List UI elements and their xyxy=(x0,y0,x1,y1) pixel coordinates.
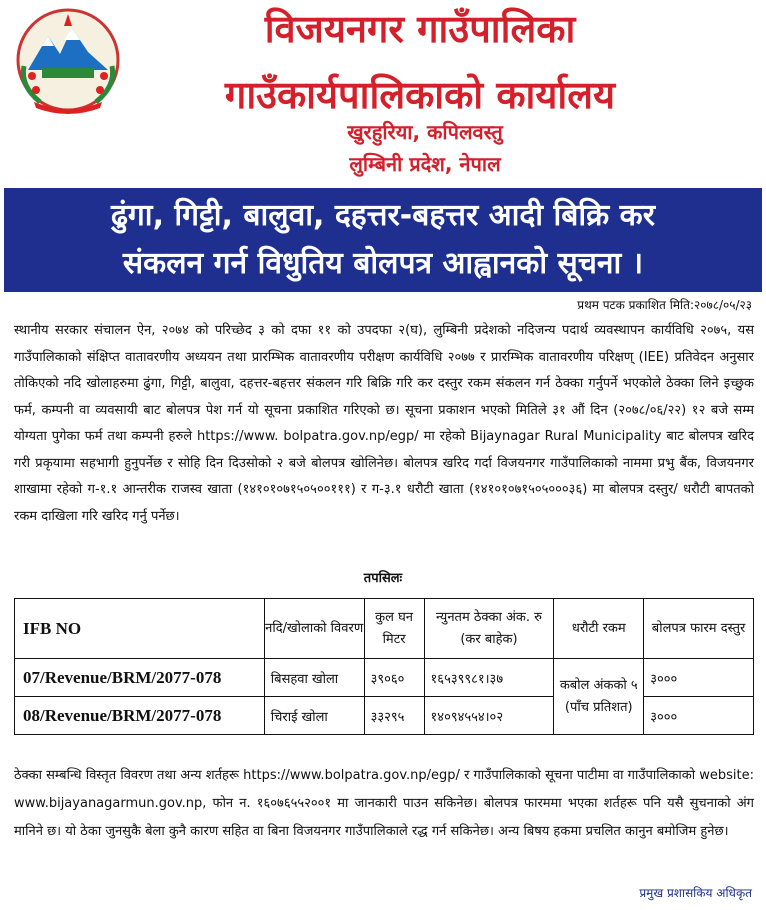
banner-title-line2: संकलन गर्न विधुतिय बोलपत्र आह्वानको सूचना । xyxy=(122,246,644,281)
published-date: प्रथम पटक प्रकाशित मिति:२०७८/०५/२३ xyxy=(577,298,752,312)
ifb-number: 07/Revenue/BRM/2077-078 xyxy=(15,659,265,697)
header-deposit: धरौटी रकम xyxy=(554,599,644,659)
notice-body: स्थानीय सरकार संचालन ऐन, २०७४ को परिच्छेद ३ को दफा ११ को उपदफा २(घ), लुम्बिनी प्रदेशको नदिजन्य पदार्थ व्यवस्थापन कार्यविधि २०७५, यस गाउँपालिकाको संक्षिप्त वातावरणीय अध्ययन तथा प्रारम्भिक वातावरणीय परीक्षण कार्यविधि २०७७ र प्रारम्भिक वातावरणीय परिक्षण् (IEE) प्रतिवेदन अनुसार तोकिएको नदि खोलाहरुमा ढुंगा, गिट्टी, बालुवा, दहत्तर-बहत्तर संकलन गरि बिक्रि गरि कर दस्तुर रकम संकलन गर्न ठेक्का गर्नुपर्ने भएकोले ठेक्का लिने इच्छुक फर्म, कम्पनी वा व्यवसायी बाट बोलपत्र पेश गर्न यो सूचना प्रकाशित गरिएको छ। सूचना प्रकाशन भएको मितिले ३१ औं दिन (२०७८/०६/२२) १२ बजे सम्म योग्यता पुगेका फर्म तथा कम्पनी हरुले https://www. bolpatra.gov.np/egp/ मा रहेको Bijaynagar Rural Municipality बाट बोलपत्र खरिद गरी प्रकृयामा सहभागी हुनुपर्नेछ र सोहि दिन दिउसोको २ बजे बोलपत्र खोलिनेछ। बोलपत्र खरिद गर्दा विजयनगर गाउँपालिकाको नाममा प्रभु बैंक, विजयनगर शाखामा रहेको ग-१.१ आन्तरीक राजस्व खाता (१४१०१०७१५०५००१११) र ग-३.१ धरौटी खाता (१४१०१०७१५०५०००३६) मा बोलपत्र दस्तुर/ धरौटी बापतको रकम दाखिला गरि खरिद गर्नु पर्नेछ। xyxy=(14,323,754,524)
nepal-emblem-icon xyxy=(12,6,124,114)
organization-name: विजयनगर गाउँपालिका xyxy=(264,7,576,51)
office-name: गाउँकार्यपालिकाको कार्यालय xyxy=(224,73,616,117)
notice-footer: ठेक्का सम्बन्धि विस्तृत विवरण तथा अन्य शर्तहरू https://www.bolpatra.gov.np/egp/ र गाउँपालिकाको सूचना पाटीमा वा गाउँपालिकाको website: www.bijayanagarmun.gov.np, फोन न. १६०७६५५२००१ मा जानकारी पाउन सकिनेछ। बोलपत्र फारममा भएका शर्तहरू पनि यसै सुचनाको अंग मानिने छ। यो ठेका जुनसुकै बेला कुनै कारण सहित वा बिना विजयनगर गाउँपालिकाले रद्ध गर्न सकिनेछ। अन्य बिषय हकमा प्रचलित कानुन बमोजिम हुनेछ। xyxy=(14,768,754,839)
address-line1: खुरहुरिया, कपिलवस्तु xyxy=(347,120,503,144)
table-row xyxy=(15,659,754,697)
notice-header xyxy=(0,0,766,185)
ifb-table xyxy=(14,598,754,735)
header-volume: कुल घन मिटर xyxy=(364,599,424,659)
ifb-number: 08/Revenue/BRM/2077-078 xyxy=(15,697,265,735)
address-line2: लुम्बिनी प्रदेश, नेपाल xyxy=(349,152,501,176)
river-name: बिसहवा खोला xyxy=(264,659,364,697)
header-min-amount: न्युनतम ठेक्का अंक. रु (कर बाहेक) xyxy=(424,599,554,659)
form-fee: ३००० xyxy=(644,697,754,735)
river-name: चिराई खोला xyxy=(264,697,364,735)
banner-title-line1: ढुंगा, गिट्टी, बालुवा, दहत्तर-बहत्तर आदी बिक्रि कर xyxy=(111,198,655,233)
details-heading: तपसिलः xyxy=(363,571,403,586)
signature: प्रमुख प्रशासकिय अधिकृत xyxy=(639,886,752,900)
form-fee: ३००० xyxy=(644,659,754,697)
header-form-fee: बोलपत्र फारम दस्तुर xyxy=(644,599,754,659)
volume: ३३२९५ xyxy=(364,697,424,735)
min-amount: १६५३९९८१।३७ xyxy=(424,659,554,697)
header-river: नदि/खोलाको विवरण xyxy=(264,599,364,659)
deposit: कबोल अंकको ५ (पाँच प्रतिशत) xyxy=(554,659,644,735)
header-ifb: IFB NO xyxy=(15,599,265,659)
min-amount: १४०९४५५४।०२ xyxy=(424,697,554,735)
table-header-row xyxy=(15,599,754,659)
notice-title-banner xyxy=(4,188,762,292)
volume: ३९०६० xyxy=(364,659,424,697)
